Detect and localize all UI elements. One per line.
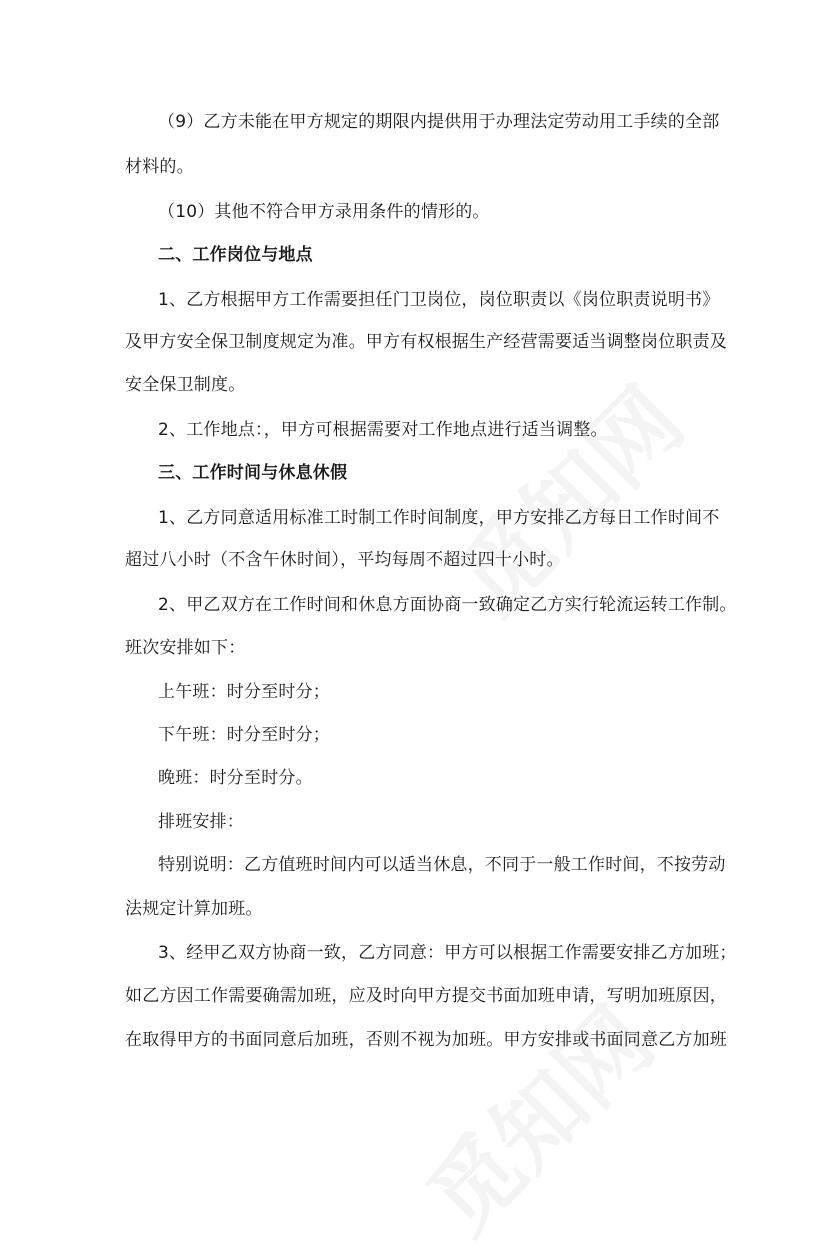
- paragraph-line: 2、甲乙双方在工作时间和休息方面协商一致确定乙方实行轮流运转工作制。: [158, 595, 737, 615]
- schedule-line: 下午班：时分至时分；: [158, 725, 330, 745]
- paragraph-line: 安全保卫制度。: [125, 375, 246, 395]
- paragraph-line: 1、乙方根据甲方工作需要担任门卫岗位，岗位职责以《岗位职责说明书》: [158, 290, 720, 310]
- paragraph-line: 排班安排：: [158, 812, 244, 832]
- section-heading: 三、工作时间与休息休假: [158, 463, 348, 483]
- paragraph-line: 法规定计算加班。: [125, 899, 263, 919]
- paragraph-line: 特别说明：乙方值班时间内可以适当休息，不同于一般工作时间，不按劳动: [158, 855, 726, 875]
- schedule-line: 上午班：时分至时分；: [158, 682, 330, 702]
- schedule-line: 晚班：时分至时分。: [158, 768, 313, 788]
- paragraph-line: 1、乙方同意适用标准工时制工作时间制度，甲方安排乙方每日工作时间不: [158, 508, 720, 528]
- paragraph-line: 在取得甲方的书面同意后加班，否则不视为加班。甲方安排或书面同意乙方加班: [125, 1030, 727, 1050]
- paragraph-line: 材料的。: [125, 157, 194, 177]
- paragraph-line: 及甲方安全保卫制度规定为准。甲方有权根据生产经营需要适当调整岗位职责及: [125, 332, 727, 352]
- watermark: [394, 974, 677, 1256]
- paragraph-line: 3、经甲乙双方协商一致，乙方同意：甲方可以根据工作需要安排乙方加班；: [158, 943, 737, 963]
- paragraph-line: （10）其他不符合甲方录用条件的情形的。: [158, 202, 490, 222]
- paragraph-line: 班次安排如下：: [125, 638, 246, 658]
- paragraph-line: 如乙方因工作需要确需加班，应及时向甲方提交书面加班申请，写明加班原因，: [125, 986, 727, 1006]
- paragraph-line: 超过八小时（不含午休时间），平均每周不超过四十小时。: [125, 550, 564, 570]
- paragraph-line: 2、工作地点：，甲方可根据需要对工作地点进行适当调整。: [158, 420, 608, 440]
- paragraph-line: （9）乙方未能在甲方规定的期限内提供用于办理法定劳动用工手续的全部: [158, 112, 720, 132]
- section-heading: 二、工作岗位与地点: [158, 245, 313, 265]
